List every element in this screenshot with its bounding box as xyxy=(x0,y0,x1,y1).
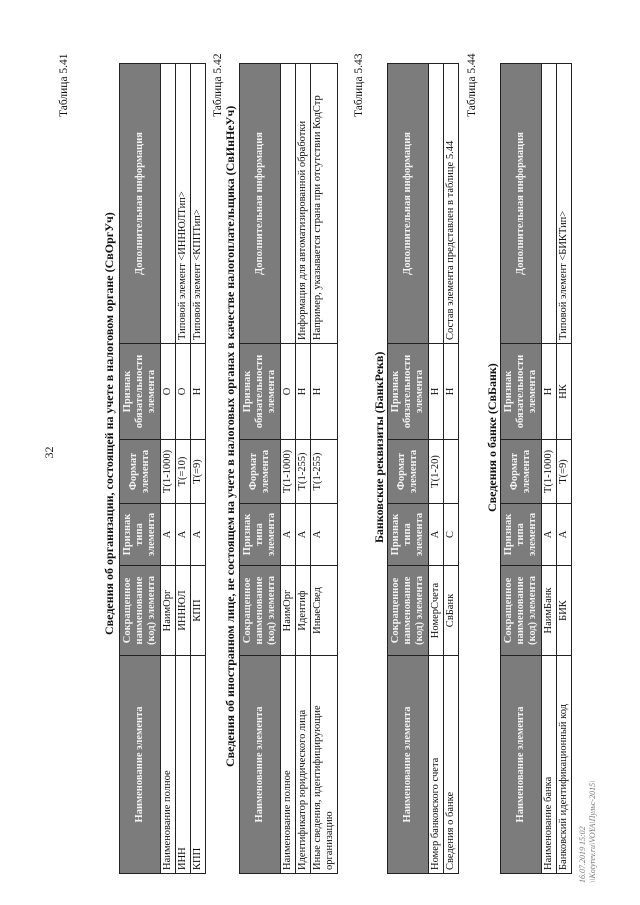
cell xyxy=(161,64,176,344)
cell: А xyxy=(311,504,338,566)
cell: Н xyxy=(191,344,206,440)
header-code: Сокращенное наименование (код) элемента xyxy=(501,566,542,656)
table-5-44-title: Сведения о банке (СвБанк) xyxy=(485,363,499,512)
cell xyxy=(429,64,444,344)
cell: Состав элемента представлен в таблице 5.44 xyxy=(444,64,459,344)
table-header-row xyxy=(120,64,161,874)
cell: T(1-20) xyxy=(429,440,444,504)
cell: Иные сведения, идентифицирующие организацию xyxy=(311,656,338,874)
cell: НомерСчета xyxy=(429,566,444,656)
header-required: Признак обязательности элемента xyxy=(388,344,429,440)
cell: Информация для автоматизированной обработки xyxy=(296,64,311,344)
cell: КПП xyxy=(191,566,206,656)
cell: ИНН xyxy=(176,656,191,874)
table-row xyxy=(191,64,206,874)
table-header-row xyxy=(240,64,281,874)
table-5-43 xyxy=(387,63,459,874)
table-row xyxy=(176,64,191,874)
cell: Сведения о банке xyxy=(444,656,459,874)
cell: О xyxy=(161,344,176,440)
cell: НаимБанк xyxy=(542,566,557,656)
cell: А xyxy=(176,504,191,566)
table-5-42 xyxy=(239,63,338,874)
page-number: 32 xyxy=(42,446,56,459)
cell xyxy=(542,64,557,344)
table-5-43-number: Таблица 5.43 xyxy=(353,53,365,117)
cell: А xyxy=(161,504,176,566)
header-type: Признак типа элемента xyxy=(240,504,281,566)
cell: Н xyxy=(311,344,338,440)
cell: T(=10) xyxy=(176,440,191,504)
watermark-path: \\Kotyrev.ru\VOYA\Пульс-2015\ xyxy=(587,780,597,883)
cell: КПП xyxy=(191,656,206,874)
table-row xyxy=(296,64,311,874)
cell: Н xyxy=(296,344,311,440)
cell xyxy=(444,440,459,504)
cell: Идентификатор юридического лица xyxy=(296,656,311,874)
table-row xyxy=(444,64,459,874)
cell: Типовой элемент <КППТип> xyxy=(191,64,206,344)
table-5-42-number: Таблица 5.42 xyxy=(212,53,224,117)
cell: Н xyxy=(429,344,444,440)
cell: Наименование полное xyxy=(161,656,176,874)
cell: Наименование полное xyxy=(281,656,296,874)
cell: НаимОрг xyxy=(161,566,176,656)
cell: T(1-1000) xyxy=(281,440,296,504)
header-format: Формат элемента xyxy=(388,440,429,504)
header-info: Дополнительная информация xyxy=(501,64,542,344)
cell: НаимОрг xyxy=(281,566,296,656)
cell: T(=9) xyxy=(191,440,206,504)
header-type: Признак типа элемента xyxy=(388,504,429,566)
cell: T(1-255) xyxy=(311,440,338,504)
header-name: Наименование элемента xyxy=(120,656,161,874)
table-5-42-title: Сведения об иностранном лице, не состоящем на учете в налоговых органах в качестве налогоплательщика (СвИнНеУч) xyxy=(223,105,237,767)
cell: Н xyxy=(444,344,459,440)
table-5-41 xyxy=(119,63,206,874)
cell: T(1-1000) xyxy=(161,440,176,504)
cell: А xyxy=(429,504,444,566)
header-code: Сокращенное наименование (код) элемента xyxy=(388,566,429,656)
header-info: Дополнительная информация xyxy=(120,64,161,344)
cell: Наименование банка xyxy=(542,656,557,874)
watermark-date: 16.07.2019 15:02 xyxy=(578,826,587,883)
table-5-44-number: Таблица 5.44 xyxy=(466,53,478,117)
cell: Типовой элемент <БИКТип> xyxy=(557,64,572,344)
table-row xyxy=(557,64,572,874)
table-5-44 xyxy=(500,63,572,874)
table-row xyxy=(161,64,176,874)
header-format: Формат элемента xyxy=(240,440,281,504)
table-5-41-title: Сведения об организации, состоящей на учете в налоговом органе (СвОргУч) xyxy=(102,212,116,635)
cell: Например, указывается страна при отсутствии КодСтр xyxy=(311,64,338,344)
cell: Типовой элемент <ИННЮЛТип> xyxy=(176,64,191,344)
cell: Идентиф xyxy=(296,566,311,656)
cell: НК xyxy=(557,344,572,440)
cell: А xyxy=(281,504,296,566)
cell: С xyxy=(444,504,459,566)
cell: T(1-1000) xyxy=(542,440,557,504)
cell: ИныеСвед xyxy=(311,566,338,656)
header-name: Наименование элемента xyxy=(388,656,429,874)
header-format: Формат элемента xyxy=(501,440,542,504)
cell: А xyxy=(557,504,572,566)
header-required: Признак обязательности элемента xyxy=(240,344,281,440)
table-row xyxy=(281,64,296,874)
header-info: Дополнительная информация xyxy=(388,64,429,344)
header-required: Признак обязательности элемента xyxy=(120,344,161,440)
header-code: Сокращенное наименование (код) элемента xyxy=(240,566,281,656)
cell xyxy=(281,64,296,344)
header-required: Признак обязательности элемента xyxy=(501,344,542,440)
table-row xyxy=(542,64,557,874)
cell: О xyxy=(176,344,191,440)
cell: А xyxy=(296,504,311,566)
table-header-row xyxy=(501,64,542,874)
cell: Номер банковского счета xyxy=(429,656,444,874)
header-info: Дополнительная информация xyxy=(240,64,281,344)
scan-watermark xyxy=(578,781,597,883)
table-row xyxy=(429,64,444,874)
table-5-41-number: Таблица 5.41 xyxy=(58,53,70,117)
cell: СвБанк xyxy=(444,566,459,656)
header-name: Наименование элемента xyxy=(240,656,281,874)
cell: О xyxy=(281,344,296,440)
header-type: Признак типа элемента xyxy=(120,504,161,566)
table-row xyxy=(311,64,338,874)
cell: T(=9) xyxy=(557,440,572,504)
cell: БИК xyxy=(557,566,572,656)
cell: T(1-255) xyxy=(296,440,311,504)
cell: ИННЮЛ xyxy=(176,566,191,656)
cell: Н xyxy=(542,344,557,440)
header-code: Сокращенное наименование (код) элемента xyxy=(120,566,161,656)
cell: Банковский идентификационный код xyxy=(557,656,572,874)
header-format: Формат элемента xyxy=(120,440,161,504)
cell: А xyxy=(542,504,557,566)
table-5-43-title: Банковские реквизиты (БанкРекв) xyxy=(372,351,386,543)
table-header-row xyxy=(388,64,429,874)
header-type: Признак типа элемента xyxy=(501,504,542,566)
cell: А xyxy=(191,504,206,566)
header-name: Наименование элемента xyxy=(501,656,542,874)
